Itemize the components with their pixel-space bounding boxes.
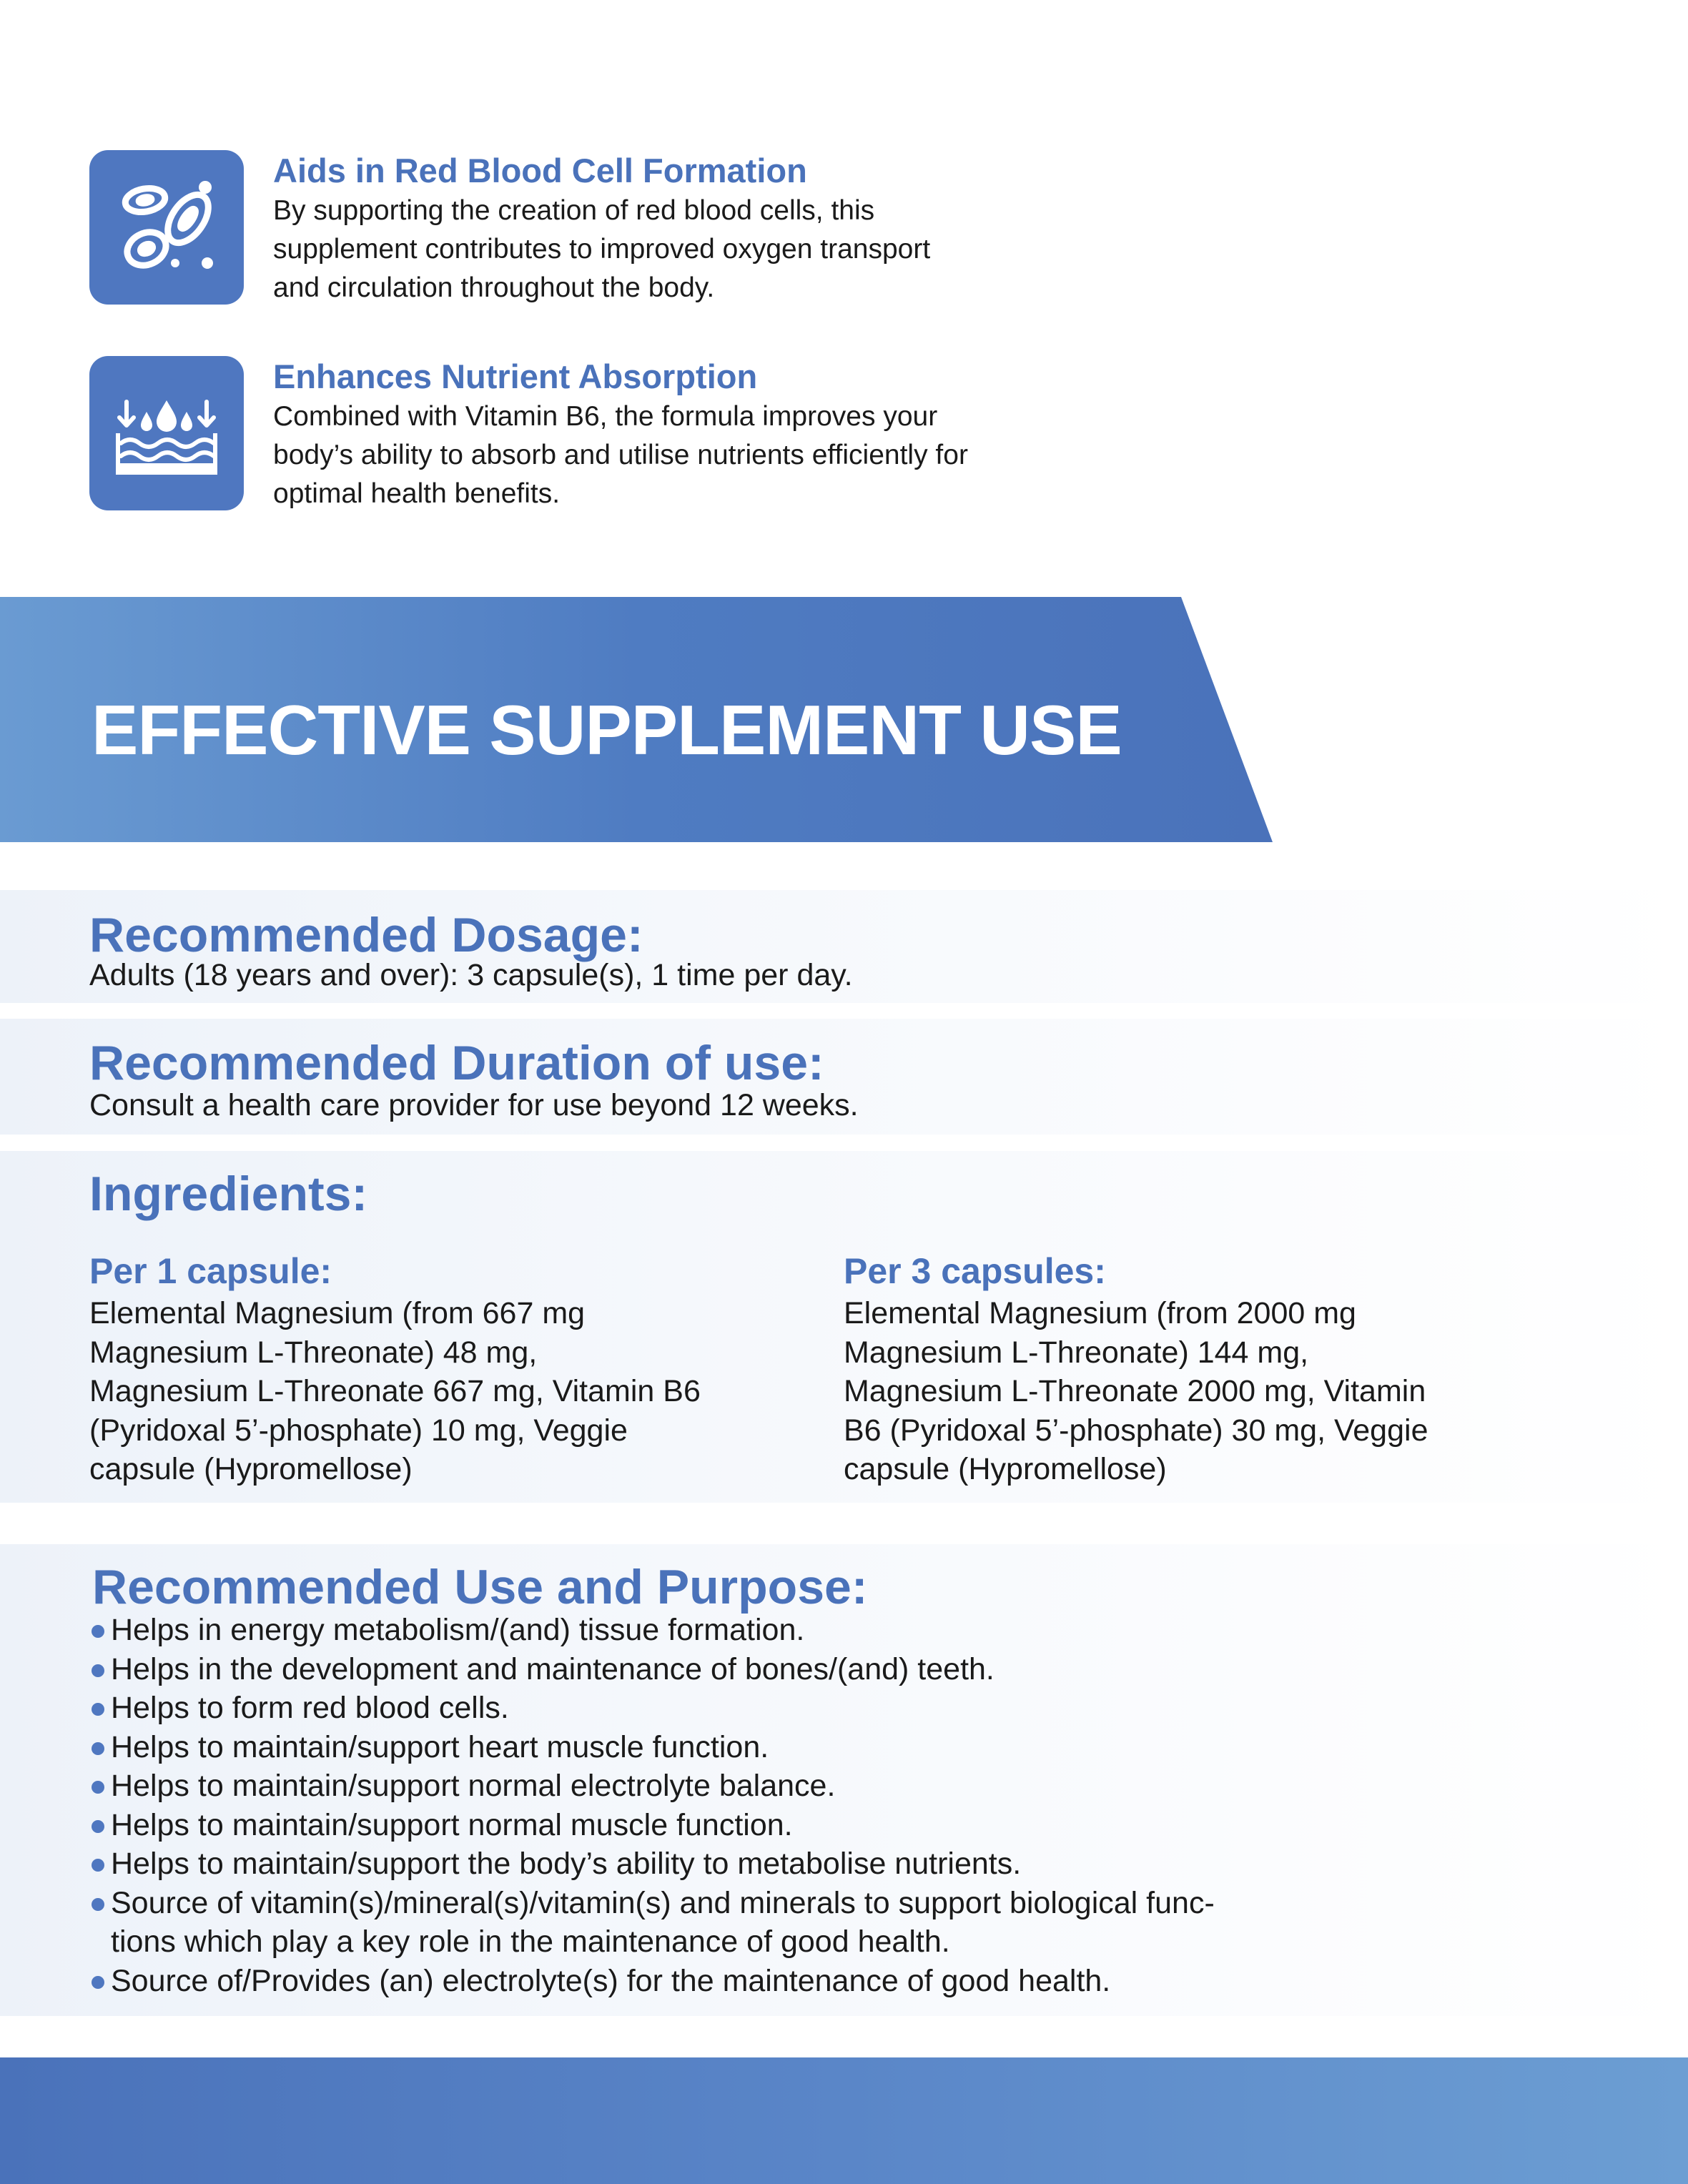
bullet-icon [92, 1898, 104, 1911]
list-item-text: Helps to maintain/support heart muscle function. [111, 1729, 769, 1764]
list-item [89, 1728, 1376, 1767]
per-3-capsules-ingredients [844, 1294, 1501, 1489]
list-item [89, 1884, 1376, 1962]
list-item [89, 1650, 1376, 1689]
list-item [89, 1767, 1376, 1806]
list-item-text: Source of vitamin(s)/mineral(s)/vitamin(s) and minerals to support biological func- tions which play a key role in the maintenance of good health. [111, 1885, 1215, 1959]
red-blood-cells-icon [89, 150, 244, 305]
dosage-text: Adults (18 years and over): 3 capsule(s), 1 time per day. [89, 958, 853, 992]
bullet-icon [92, 1703, 104, 1716]
list-item-text: Helps to maintain/support the body’s ability to metabolise nutrients. [111, 1847, 1022, 1881]
bullet-icon [92, 1664, 104, 1677]
purpose-list [89, 1611, 1376, 2000]
bullet-icon [92, 1781, 104, 1794]
feature-description-line: By supporting the creation of red blood cells, this [273, 195, 875, 226]
feature-title: Enhances Nutrient Absorption [273, 357, 758, 395]
bullet-icon [92, 1859, 104, 1872]
ingredient-line: B6 (Pyridoxal 5’-phosphate) 30 mg, Veggie [844, 1413, 1428, 1448]
per-3-capsules-heading: Per 3 capsules: [844, 1251, 1106, 1291]
dosage-panel [0, 890, 1688, 1003]
feature-description-line: and circulation throughout the body. [273, 272, 715, 303]
ingredients-heading: Ingredients: [89, 1167, 368, 1221]
ingredients-panel [0, 1151, 1688, 1503]
list-item [89, 1806, 1376, 1845]
bullet-icon [92, 1976, 104, 1989]
ingredient-line: (Pyridoxal 5’-phosphate) 10 mg, Veggie [89, 1413, 628, 1448]
duration-panel [0, 1019, 1688, 1135]
list-item-text: Helps in energy metabolism/(and) tissue formation. [111, 1613, 805, 1647]
list-item [89, 1844, 1376, 1884]
feature-description-line: body’s ability to absorb and utilise nutrients efficiently for [273, 440, 968, 470]
section-banner [0, 597, 1273, 842]
per-1-capsule-heading: Per 1 capsule: [89, 1251, 332, 1291]
footer-bar [0, 2057, 1688, 2184]
ingredient-line: capsule (Hypromellose) [89, 1452, 413, 1486]
list-item-text: Helps to form red blood cells. [111, 1691, 509, 1725]
bullet-icon [92, 1625, 104, 1638]
list-item [89, 1611, 1376, 1650]
dosage-heading: Recommended Dosage: [89, 908, 643, 962]
ingredient-line: capsule (Hypromellose) [844, 1452, 1167, 1486]
ingredient-line: Magnesium L-Threonate 667 mg, Vitamin B6 [89, 1374, 701, 1408]
feature-nutrient-absorption [89, 356, 1090, 513]
duration-text: Consult a health care provider for use beyond 12 weeks. [89, 1088, 859, 1122]
list-item-text: Helps to maintain/support normal muscle function. [111, 1807, 793, 1842]
feature-description-line: supplement contributes to improved oxygen transport [273, 234, 931, 265]
bullet-icon [92, 1820, 104, 1833]
bullet-icon [92, 1742, 104, 1755]
feature-title: Aids in Red Blood Cell Formation [273, 152, 807, 189]
ingredient-line: Elemental Magnesium (from 2000 mg [844, 1296, 1356, 1330]
ingredient-line: Magnesium L-Threonate 2000 mg, Vitamin [844, 1374, 1426, 1408]
list-item-text: Helps in the development and maintenance of bones/(and) teeth. [111, 1651, 994, 1686]
ingredient-line: Elemental Magnesium (from 667 mg [89, 1296, 586, 1330]
per-1-capsule-ingredients [89, 1294, 747, 1489]
list-item-text: Helps to maintain/support normal electrolyte balance. [111, 1769, 836, 1803]
feature-description-line: optimal health benefits. [273, 478, 561, 509]
feature-text [273, 356, 1095, 513]
banner-title: EFFECTIVE SUPPLEMENT USE [92, 691, 1122, 769]
duration-heading: Recommended Duration of use: [89, 1036, 824, 1090]
feature-text [273, 150, 1095, 307]
ingredient-line: Magnesium L-Threonate) 144 mg, [844, 1335, 1309, 1370]
list-item [89, 1962, 1376, 2001]
feature-description-line: Combined with Vitamin B6, the formula improves your [273, 401, 938, 432]
list-item [89, 1689, 1376, 1728]
nutrient-absorption-icon [89, 356, 244, 510]
purpose-heading: Recommended Use and Purpose: [92, 1560, 868, 1614]
feature-red-blood-cell [89, 150, 1090, 307]
list-item-text: Source of/Provides (an) electrolyte(s) for the maintenance of good health. [111, 1963, 1111, 1998]
ingredient-line: Magnesium L-Threonate) 48 mg, [89, 1335, 538, 1370]
